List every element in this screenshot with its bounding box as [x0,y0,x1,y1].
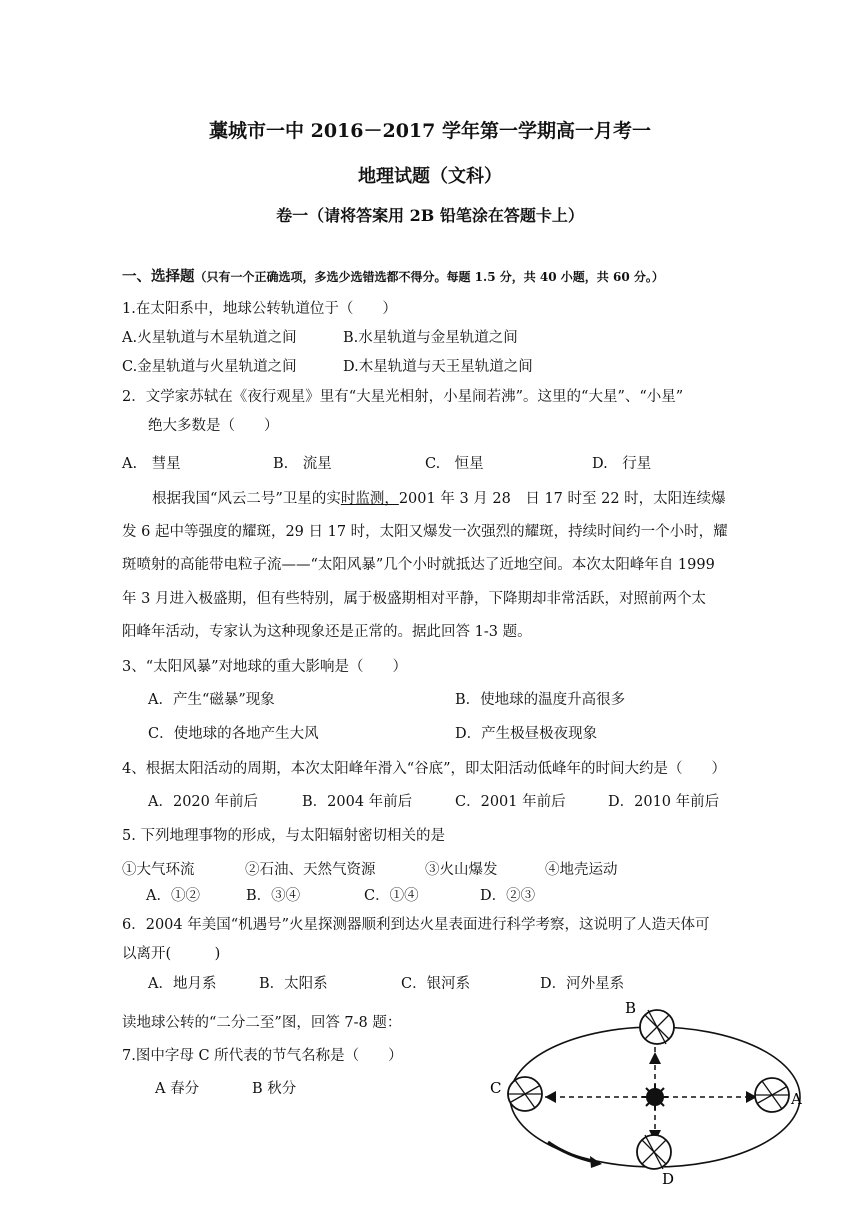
q5-option-d: D．②③ [480,888,536,904]
q3-option-b: B．使地球的温度升高很多 [455,692,626,708]
q6-stem-line2: 以离开( ) [122,946,221,962]
earth-d-icon [637,1135,671,1169]
exam-subtitle: 地理试题（文科） [358,166,502,187]
q5-item-2: ②石油、天然气资源 [245,862,376,878]
q5-option-a: A．①② [146,888,200,904]
earth-orbit-diagram [470,990,820,1190]
q3-option-c: C．使地球的各地产生大风 [148,726,319,742]
q3-option-d: D．产生极昼极夜现象 [455,726,598,742]
section-label: 一、选择题 [122,268,195,285]
q1-option-c: C.金星轨道与火星轨道之间 [122,359,297,375]
section-heading [122,265,664,286]
passage-line-3: 斑喷射的高能带电粒子流——“太阳风暴”几个小时就抵达了近地空间。本次太阳峰年自 1999 [122,557,715,573]
label-d: D [662,1170,675,1188]
paper-instruction: 卷一（请将答案用 2B 铅笔涂在答题卡上） [276,206,584,225]
q5-option-c: C．①④ [364,888,419,904]
q5-item-4: ④地壳运动 [545,862,618,878]
passage-line-1-post: 2001 年 3 月 28 日 17 时至 22 时，太阳连续爆 [398,491,726,507]
passage-line-5: 阳峰年活动，专家认为这种现象还是正常的。据此回答 1-3 题。 [122,624,532,640]
label-a: A [791,1090,802,1108]
q2-option-a: A. 彗星 [122,456,181,472]
exam-title: 藁城市一中 2016－2017 学年第一学期高一月考一 [209,120,651,142]
intro-7-8: 读地球公转的“二分二至”图，回答 7-8 题： [122,1015,402,1031]
q4-option-b: B．2004 年前后 [302,794,413,810]
orbit-direction-arrow-icon [548,1142,602,1168]
q5-item-1: ①大气环流 [122,862,195,878]
q2-stem-line2: 绝大多数是（ ） [148,418,279,434]
q2-option-d: D. 行星 [592,456,652,472]
q7-option-a: A 春分 [155,1081,200,1097]
passage-line-1-underlined: 时监测， [340,491,399,507]
q6-stem-line1: 6．2004 年美国“机遇号”火星探测器顺利到达火星表面进行科学考察，这说明了人造天体可 [122,917,710,933]
q2-stem-line1: 2．文学家苏轼在《夜行观星》里有“大星光相射，小星闹若沸”。这里的“大星”、“小星” [122,389,684,405]
q6-option-d: D．河外星系 [540,976,625,992]
passage-line-1-pre: 根据我国“风云二号”卫星的实 [152,491,341,507]
arrow-to-b [649,1052,661,1064]
q7-stem: 7.图中字母 C 所代表的节气名称是（ ） [122,1048,403,1064]
arrow-to-c [545,1091,556,1103]
q6-option-c: C．银河系 [401,976,471,992]
q7-option-b: B 秋分 [252,1081,297,1097]
q4-option-a: A．2020 年前后 [148,794,258,810]
q4-stem: 4、根据太阳活动的周期，本次太阳峰年滑入“谷底”，即太阳活动低峰年的时间大约是（ ） [122,761,727,777]
q1-option-b: B.水星轨道与金星轨道之间 [343,330,518,346]
label-b: B [625,999,637,1017]
q5-option-b: B．③④ [246,888,301,904]
q6-option-a: A．地月系 [148,976,217,992]
earth-b-icon [640,1010,674,1044]
q5-stem: 5. 下列地理事物的形成，与太阳辐射密切相关的是 [122,828,445,844]
q3-stem: 3、“太阳风暴”对地球的重大影响是（ ） [122,659,408,675]
q1-option-d: D.木星轨道与天王星轨道之间 [343,359,533,375]
q4-option-d: D．2010 年前后 [608,794,720,810]
q5-item-3: ③火山爆发 [425,862,498,878]
section-note: （只有一个正确选项，多选少选错选都不得分。每题 1.5 分，共 40 小题，共 60 分。） [194,270,664,284]
q6-option-b: B．太阳系 [259,976,328,992]
q2-option-c: C. 恒星 [425,456,484,472]
q4-option-c: C．2001 年前后 [455,794,566,810]
sun-icon [642,1084,668,1110]
passage-line-1 [152,487,726,508]
passage-line-2: 发 6 起中等强度的耀斑，29 日 17 时，太阳又爆发一次强烈的耀斑，持续时间约一个小时，耀 [122,524,728,540]
earth-c-icon [508,1077,542,1111]
q3-option-a: A．产生“磁暴”现象 [148,692,275,708]
q1-stem: 1.在太阳系中，地球公转轨道位于（ ） [122,301,397,317]
label-c: C [490,1079,502,1097]
passage-line-4: 年 3 月进入极盛期，但有些特别，属于极盛期相对平静，下降期却非常活跃，对照前两个太 [122,591,706,607]
q2-option-b: B. 流星 [273,456,332,472]
earth-a-icon [755,1078,789,1112]
q1-option-a: A.火星轨道与木星轨道之间 [122,330,297,346]
